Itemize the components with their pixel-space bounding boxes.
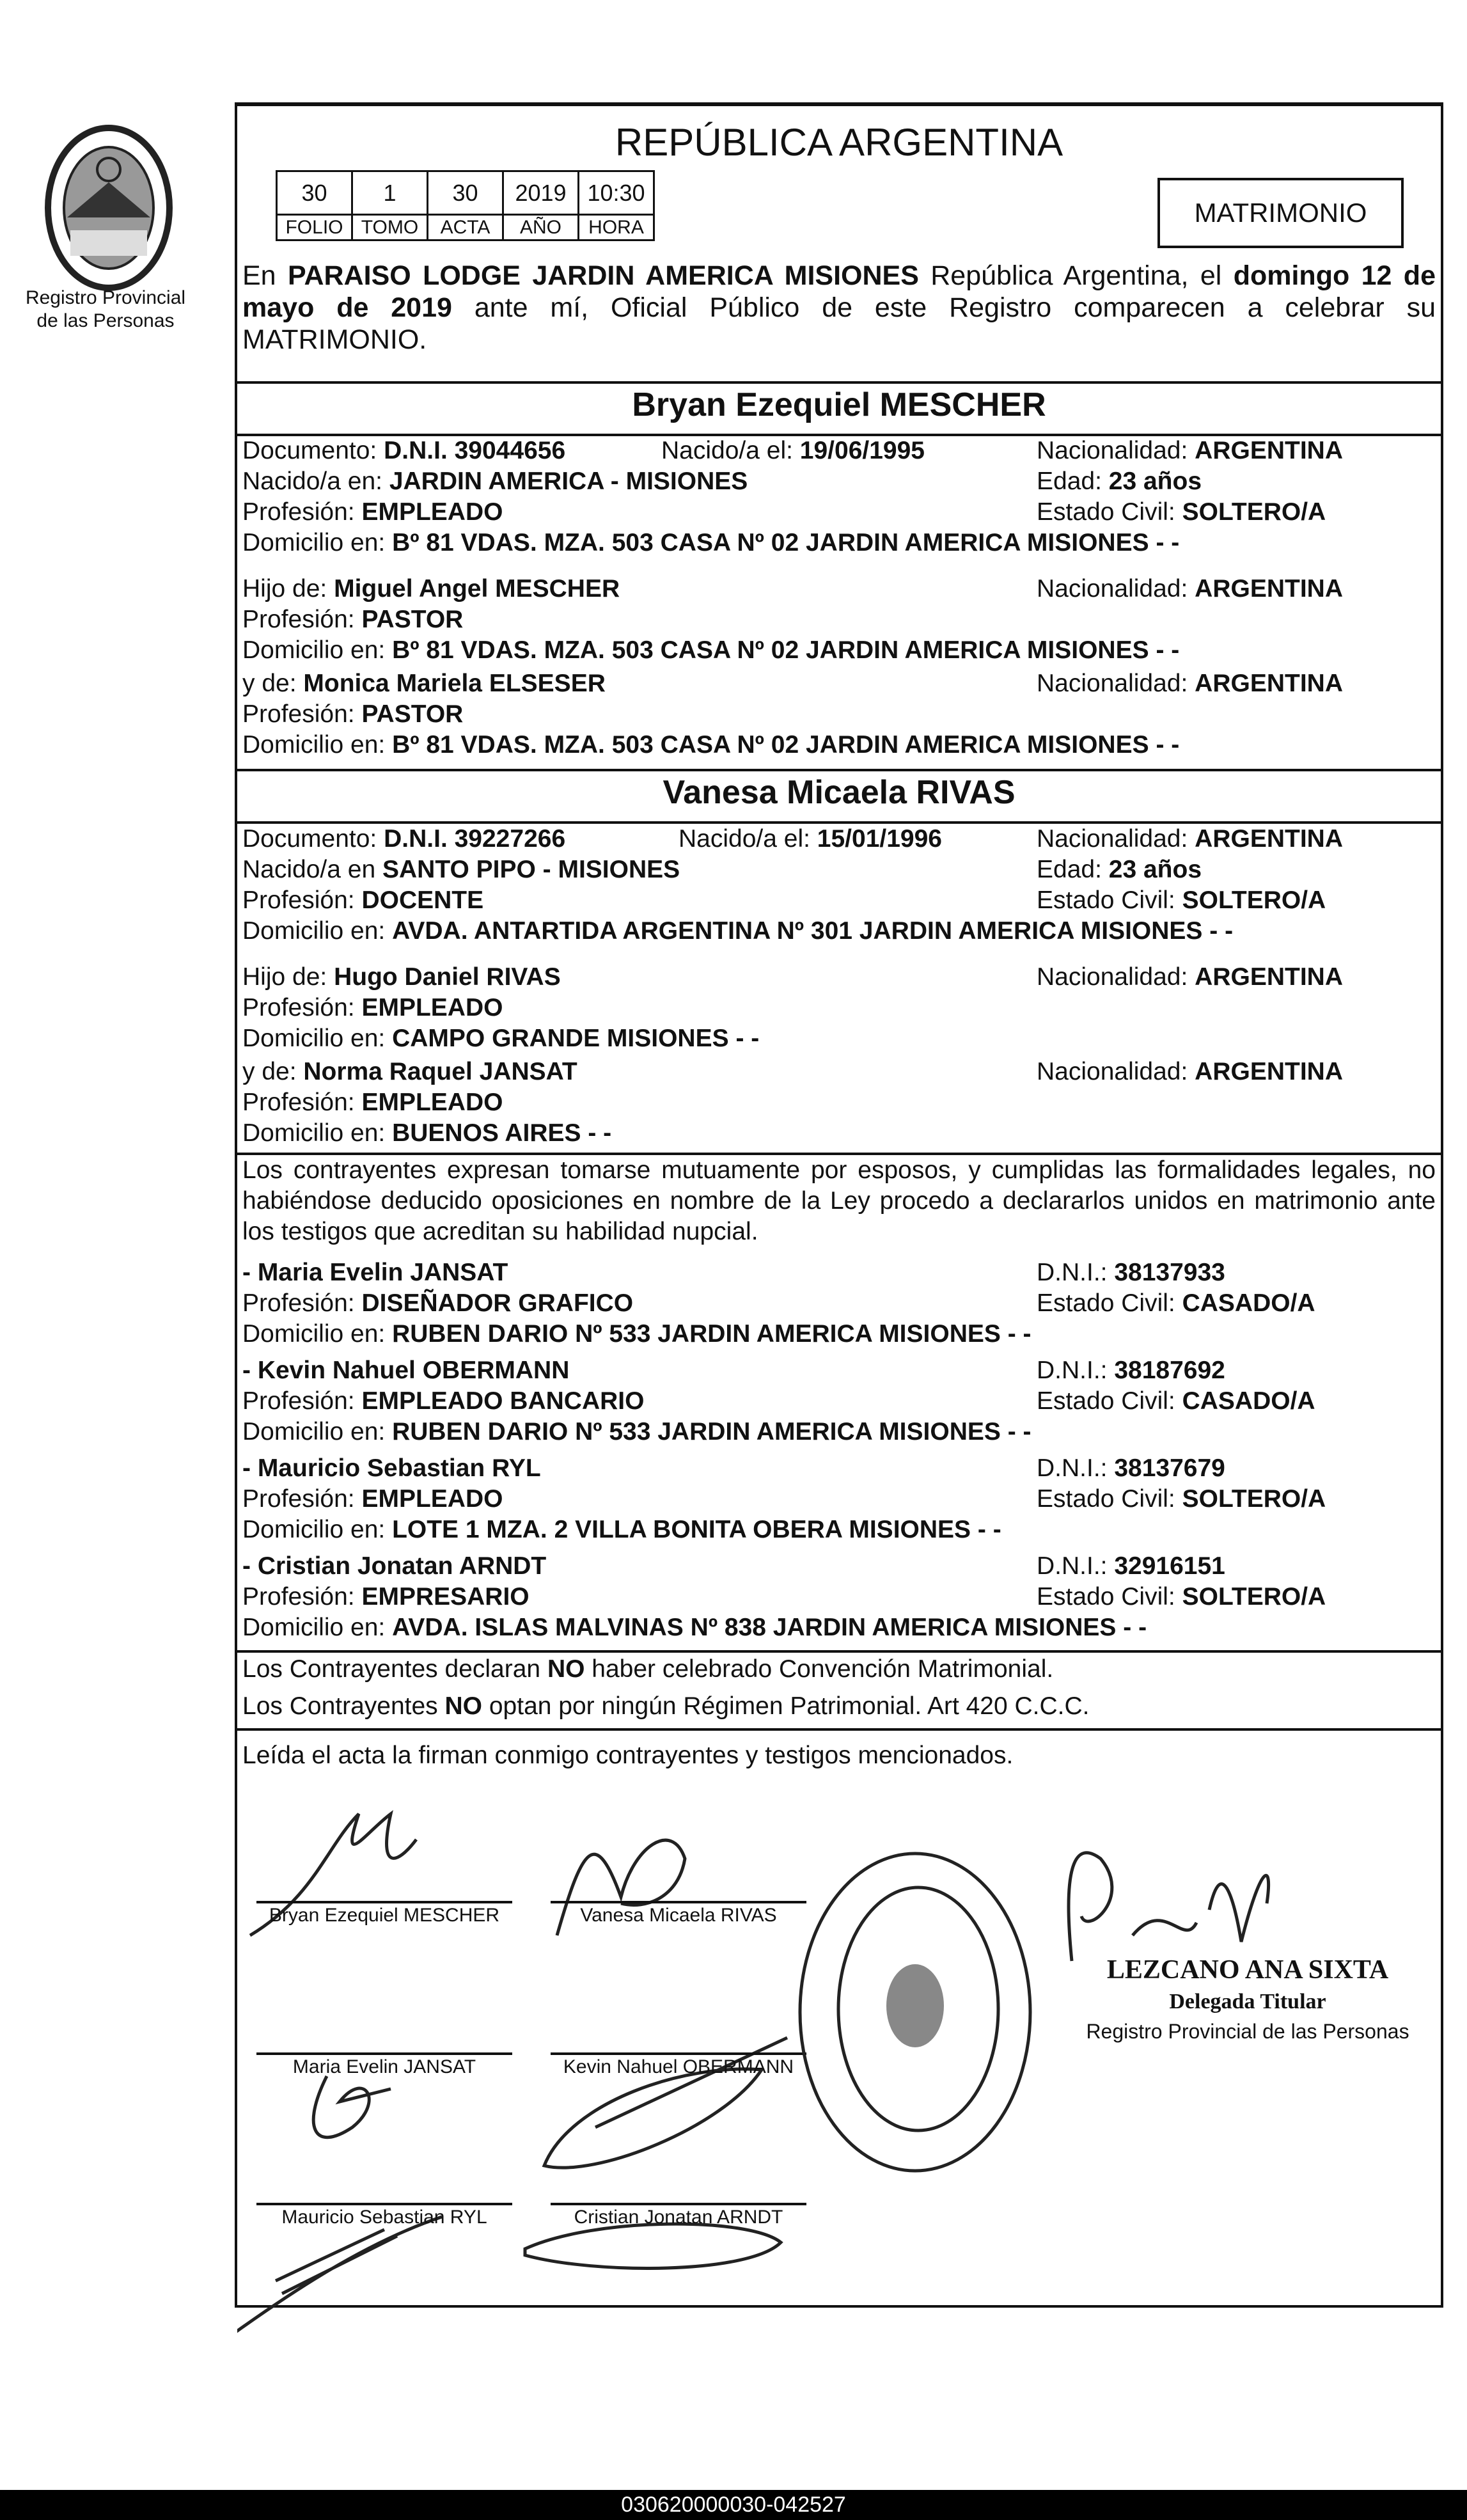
witness-name: - Kevin Nahuel OBERMANN <box>242 1357 570 1384</box>
province-logo <box>38 122 179 294</box>
acta-value: 30 <box>428 171 503 215</box>
page-title: REPÚBLICA ARGENTINA <box>615 121 1063 164</box>
official-seal <box>790 1846 1040 2178</box>
signature-caption-4: Kevin Nahuel OBERMANN <box>551 2052 806 2078</box>
hour-value: 10:30 <box>579 171 654 215</box>
mother-profession: Profesión: EMPLEADO <box>242 1089 503 1116</box>
document: Documento: D.N.I. 39227266 <box>242 825 566 853</box>
address: Domicilio en: AVDA. ANTARTIDA ARGENTINA Nº 301 JARDIN AMERICA MISIONES - - <box>242 917 1234 945</box>
witness-address: Domicilio en: RUBEN DARIO Nº 533 JARDIN AMERICA MISIONES - - <box>242 1320 1032 1348</box>
age: Edad: 23 años <box>1037 856 1202 883</box>
witness-address: Domicilio en: AVDA. ISLAS MALVINAS Nº 838 JARDIN AMERICA MISIONES - - <box>242 1614 1147 1641</box>
father-address: Domicilio en: Bº 81 VDAS. MZA. 503 CASA Nº 02 JARDIN AMERICA MISIONES - - <box>242 636 1180 664</box>
mother-nationality: Nacionalidad: ARGENTINA <box>1037 670 1344 697</box>
mother-name: y de: Monica Mariela ELSESER <box>242 670 606 697</box>
year-label: AÑO <box>503 215 579 240</box>
signature-caption-5: Mauricio Sebastian RYL <box>256 2203 512 2228</box>
witness-name: - Cristian Jonatan ARNDT <box>242 1552 547 1580</box>
logo-caption-2: de las Personas <box>36 310 175 331</box>
witness-address: Domicilio en: LOTE 1 MZA. 2 VILLA BONITA OBERA MISIONES - - <box>242 1516 1001 1543</box>
official-name: LEZCANO ANA SIXTA <box>1106 1955 1389 1985</box>
birth-place: Nacido/a en: JARDIN AMERICA - MISIONES <box>242 468 748 495</box>
profession: Profesión: EMPLEADO <box>242 498 503 526</box>
document-code: 030620000030-042527 <box>0 2490 1467 2520</box>
tomo-label: TOMO <box>352 215 428 240</box>
signature-caption-3: Maria Evelin JANSAT <box>256 2052 512 2078</box>
father-name: Hijo de: Miguel Angel MESCHER <box>242 575 620 602</box>
signature-caption-6: Cristian Jonatan ARNDT <box>551 2203 806 2228</box>
age: Edad: 23 años <box>1037 468 1202 495</box>
year-value: 2019 <box>503 171 579 215</box>
witness-address: Domicilio en: RUBEN DARIO Nº 533 JARDIN AMERICA MISIONES - - <box>242 1418 1032 1445</box>
logo-caption-1: Registro Provincial <box>25 287 186 308</box>
witness-dni: D.N.I.: 38137679 <box>1037 1454 1225 1482</box>
witness-dni: D.N.I.: 32916151 <box>1037 1552 1225 1580</box>
mother-address: Domicilio en: Bº 81 VDAS. MZA. 503 CASA Nº 02 JARDIN AMERICA MISIONES - - <box>242 731 1180 759</box>
signature-caption-1: Bryan Ezequiel MESCHER <box>256 1901 512 1926</box>
father-name: Hijo de: Hugo Daniel RIVAS <box>242 963 561 991</box>
intro-paragraph: En PARAISO LODGE JARDIN AMERICA MISIONES República Argentina, el domingo 12 de mayo de 2019 ante mí, Oficial Público de este Registro comparecen a celebrar su MATRIMONIO. <box>242 260 1436 355</box>
witness-civil-status: Estado Civil: CASADO/A <box>1037 1289 1315 1317</box>
witness-dni: D.N.I.: 38137933 <box>1037 1259 1225 1286</box>
mother-name: y de: Norma Raquel JANSAT <box>242 1058 577 1085</box>
marriage-certificate <box>235 102 1443 2308</box>
folio-table <box>276 170 655 241</box>
spouse1-name: Bryan Ezequiel MESCHER <box>632 386 1046 423</box>
official-office: Registro Provincial de las Personas <box>1086 2020 1409 2043</box>
birth-date: Nacido/a el: 15/01/1996 <box>679 825 942 853</box>
hour-label: HORA <box>579 215 654 240</box>
document: Documento: D.N.I. 39044656 <box>242 437 566 464</box>
spouse2-name: Vanesa Micaela RIVAS <box>663 774 1016 811</box>
profession: Profesión: DOCENTE <box>242 886 484 914</box>
signature-caption-2: Vanesa Micaela RIVAS <box>551 1901 806 1926</box>
witness-civil-status: Estado Civil: CASADO/A <box>1037 1387 1315 1415</box>
record-type: MATRIMONIO <box>1157 178 1404 248</box>
folio-label: FOLIO <box>277 215 352 240</box>
father-address: Domicilio en: CAMPO GRANDE MISIONES - - <box>242 1025 760 1052</box>
father-nationality: Nacionalidad: ARGENTINA <box>1037 575 1344 602</box>
civil-status: Estado Civil: SOLTERO/A <box>1037 886 1326 914</box>
declaration-text: Los contrayentes expresan tomarse mutuamente por esposos, y cumplidas las formalidades legales, no habiéndose deducido oposiciones en nombre de la Ley procedo a declararlos unidos en matrimonio ante los testigos que acreditan su habilidad nupcial. <box>242 1156 1436 1245</box>
father-profession: Profesión: PASTOR <box>242 606 464 633</box>
nationality: Nacionalidad: ARGENTINA <box>1037 437 1344 464</box>
closing-text: Leída el acta la firman conmigo contrayentes y testigos mencionados. <box>242 1742 1014 1769</box>
official-role: Delegada Titular <box>1169 1990 1326 2013</box>
birth-place: Nacido/a en SANTO PIPO - MISIONES <box>242 856 680 883</box>
father-nationality: Nacionalidad: ARGENTINA <box>1037 963 1344 991</box>
birth-date: Nacido/a el: 19/06/1995 <box>661 437 925 464</box>
witness-civil-status: Estado Civil: SOLTERO/A <box>1037 1485 1326 1513</box>
tomo-value: 1 <box>352 171 428 215</box>
witness-name: - Maria Evelin JANSAT <box>242 1259 508 1286</box>
mother-profession: Profesión: PASTOR <box>242 700 464 728</box>
acta-label: ACTA <box>428 215 503 240</box>
regimen-statement: Los Contrayentes NO optan por ningún Régimen Patrimonial. Art 420 C.C.C. <box>242 1692 1090 1720</box>
witness-profession: Profesión: DISEÑADOR GRAFICO <box>242 1289 634 1317</box>
convention-statement: Los Contrayentes declaran NO haber celebrado Convención Matrimonial. <box>242 1655 1054 1683</box>
witness-civil-status: Estado Civil: SOLTERO/A <box>1037 1583 1326 1610</box>
mother-nationality: Nacionalidad: ARGENTINA <box>1037 1058 1344 1085</box>
witness-name: - Mauricio Sebastian RYL <box>242 1454 541 1482</box>
address: Domicilio en: Bº 81 VDAS. MZA. 503 CASA Nº 02 JARDIN AMERICA MISIONES - - <box>242 529 1180 556</box>
nationality: Nacionalidad: ARGENTINA <box>1037 825 1344 853</box>
witness-profession: Profesión: EMPLEADO BANCARIO <box>242 1387 645 1415</box>
civil-status: Estado Civil: SOLTERO/A <box>1037 498 1326 526</box>
witness-profession: Profesión: EMPRESARIO <box>242 1583 530 1610</box>
folio-value: 30 <box>277 171 352 215</box>
witness-dni: D.N.I.: 38187692 <box>1037 1357 1225 1384</box>
father-profession: Profesión: EMPLEADO <box>242 994 503 1021</box>
witness-profession: Profesión: EMPLEADO <box>242 1485 503 1513</box>
mother-address: Domicilio en: BUENOS AIRES - - <box>242 1119 612 1147</box>
